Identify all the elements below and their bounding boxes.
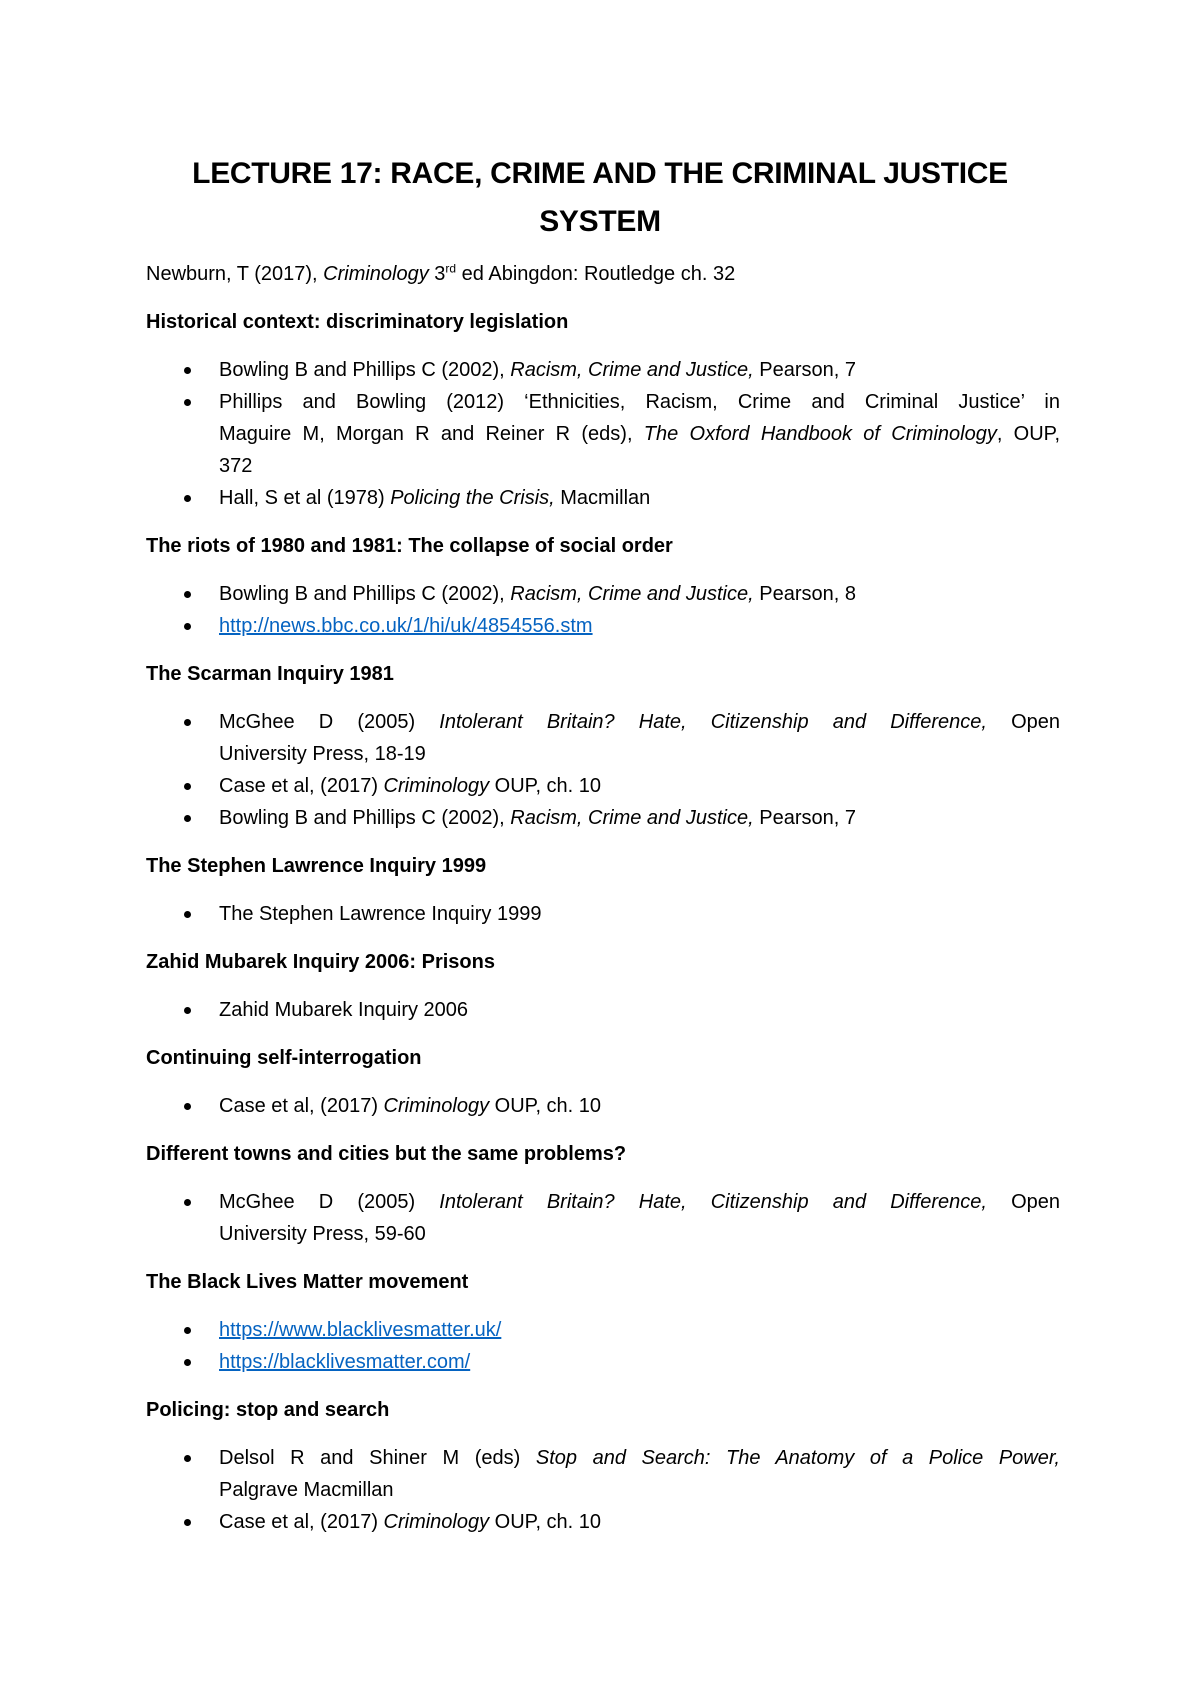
bullet-icon <box>184 1327 191 1334</box>
section-heading-lawrence: The Stephen Lawrence Inquiry 1999 <box>146 855 487 877</box>
blm-uk-link[interactable]: https://www.blacklivesmatter.uk/ <box>219 1319 502 1341</box>
list-item: Bowling B and Phillips C (2002), Racism, Crime and Justice, Pearson, 7 <box>219 359 856 381</box>
section-heading-towns: Different towns and cities but the same problems? <box>146 1143 627 1165</box>
bullet-icon <box>184 911 191 918</box>
bullet-icon <box>184 1455 191 1462</box>
list-item-continuation: Palgrave Macmillan <box>219 1479 394 1501</box>
section-heading-policing: Policing: stop and search <box>146 1399 390 1421</box>
list-item-continuation: Maguire M, Morgan R and Reiner R (eds), The Oxford Handbook of Criminology, OUP, <box>219 423 1060 445</box>
list-item: Case et al, (2017) Criminology OUP, ch. 10 <box>219 1095 602 1117</box>
bullet-icon <box>184 1199 191 1206</box>
bbc-news-link[interactable]: http://news.bbc.co.uk/1/hi/uk/4854556.stm <box>219 615 593 637</box>
list-item-continuation: University Press, 59-60 <box>219 1223 426 1245</box>
title-line-1: LECTURE 17: RACE, CRIME AND THE CRIMINAL JUSTICE <box>192 157 1008 190</box>
section-heading-riots: The riots of 1980 and 1981: The collapse of social order <box>146 535 673 557</box>
bullet-icon <box>184 783 191 790</box>
list-item-continuation: 372 <box>219 455 253 477</box>
bullet-icon <box>184 1359 191 1366</box>
list-item: Case et al, (2017) Criminology OUP, ch. 10 <box>219 775 602 797</box>
list-item: Delsol R and Shiner M (eds) Stop and Search: The Anatomy of a Police Power, <box>219 1447 1060 1469</box>
bullet-icon <box>184 495 191 502</box>
bullet-icon <box>184 1519 191 1526</box>
blm-com-link[interactable]: https://blacklivesmatter.com/ <box>219 1351 471 1373</box>
page-title <box>140 150 1060 246</box>
main-reference: Newburn, T (2017), Criminology 3rd ed Abingdon: Routledge ch. 32 <box>146 261 736 285</box>
list-item-continuation: University Press, 18-19 <box>219 743 426 765</box>
list-item: Bowling B and Phillips C (2002), Racism, Crime and Justice, Pearson, 8 <box>219 583 856 605</box>
bullet-icon <box>184 367 191 374</box>
section-heading-mubarek: Zahid Mubarek Inquiry 2006: Prisons <box>146 951 495 973</box>
bullet-icon <box>184 399 191 406</box>
list-item: Phillips and Bowling (2012) ‘Ethnicities, Racism, Crime and Criminal Justice’ in <box>219 391 1060 413</box>
section-heading-scarman: The Scarman Inquiry 1981 <box>146 663 394 685</box>
list-item: McGhee D (2005) Intolerant Britain? Hate, Citizenship and Difference, Open <box>219 711 1061 733</box>
bullet-icon <box>184 1007 191 1014</box>
section-heading-blm: The Black Lives Matter movement <box>146 1271 469 1293</box>
title-line-2: SYSTEM <box>539 205 661 238</box>
bullet-icon <box>184 1103 191 1110</box>
list-item: Case et al, (2017) Criminology OUP, ch. 10 <box>219 1511 602 1533</box>
list-item: Bowling B and Phillips C (2002), Racism, Crime and Justice, Pearson, 7 <box>219 807 856 829</box>
bullet-icon <box>184 591 191 598</box>
list-item: McGhee D (2005) Intolerant Britain? Hate, Citizenship and Difference, Open <box>219 1191 1061 1213</box>
list-item: The Stephen Lawrence Inquiry 1999 <box>219 903 542 925</box>
list-item: Hall, S et al (1978) Policing the Crisis, Macmillan <box>219 487 651 509</box>
bullet-icon <box>184 815 191 822</box>
bullet-icon <box>184 623 191 630</box>
section-heading-continuing: Continuing self-interrogation <box>146 1047 422 1069</box>
list-item: Zahid Mubarek Inquiry 2006 <box>219 999 469 1021</box>
bullet-icon <box>184 719 191 726</box>
section-heading-historical: Historical context: discriminatory legislation <box>146 311 569 333</box>
